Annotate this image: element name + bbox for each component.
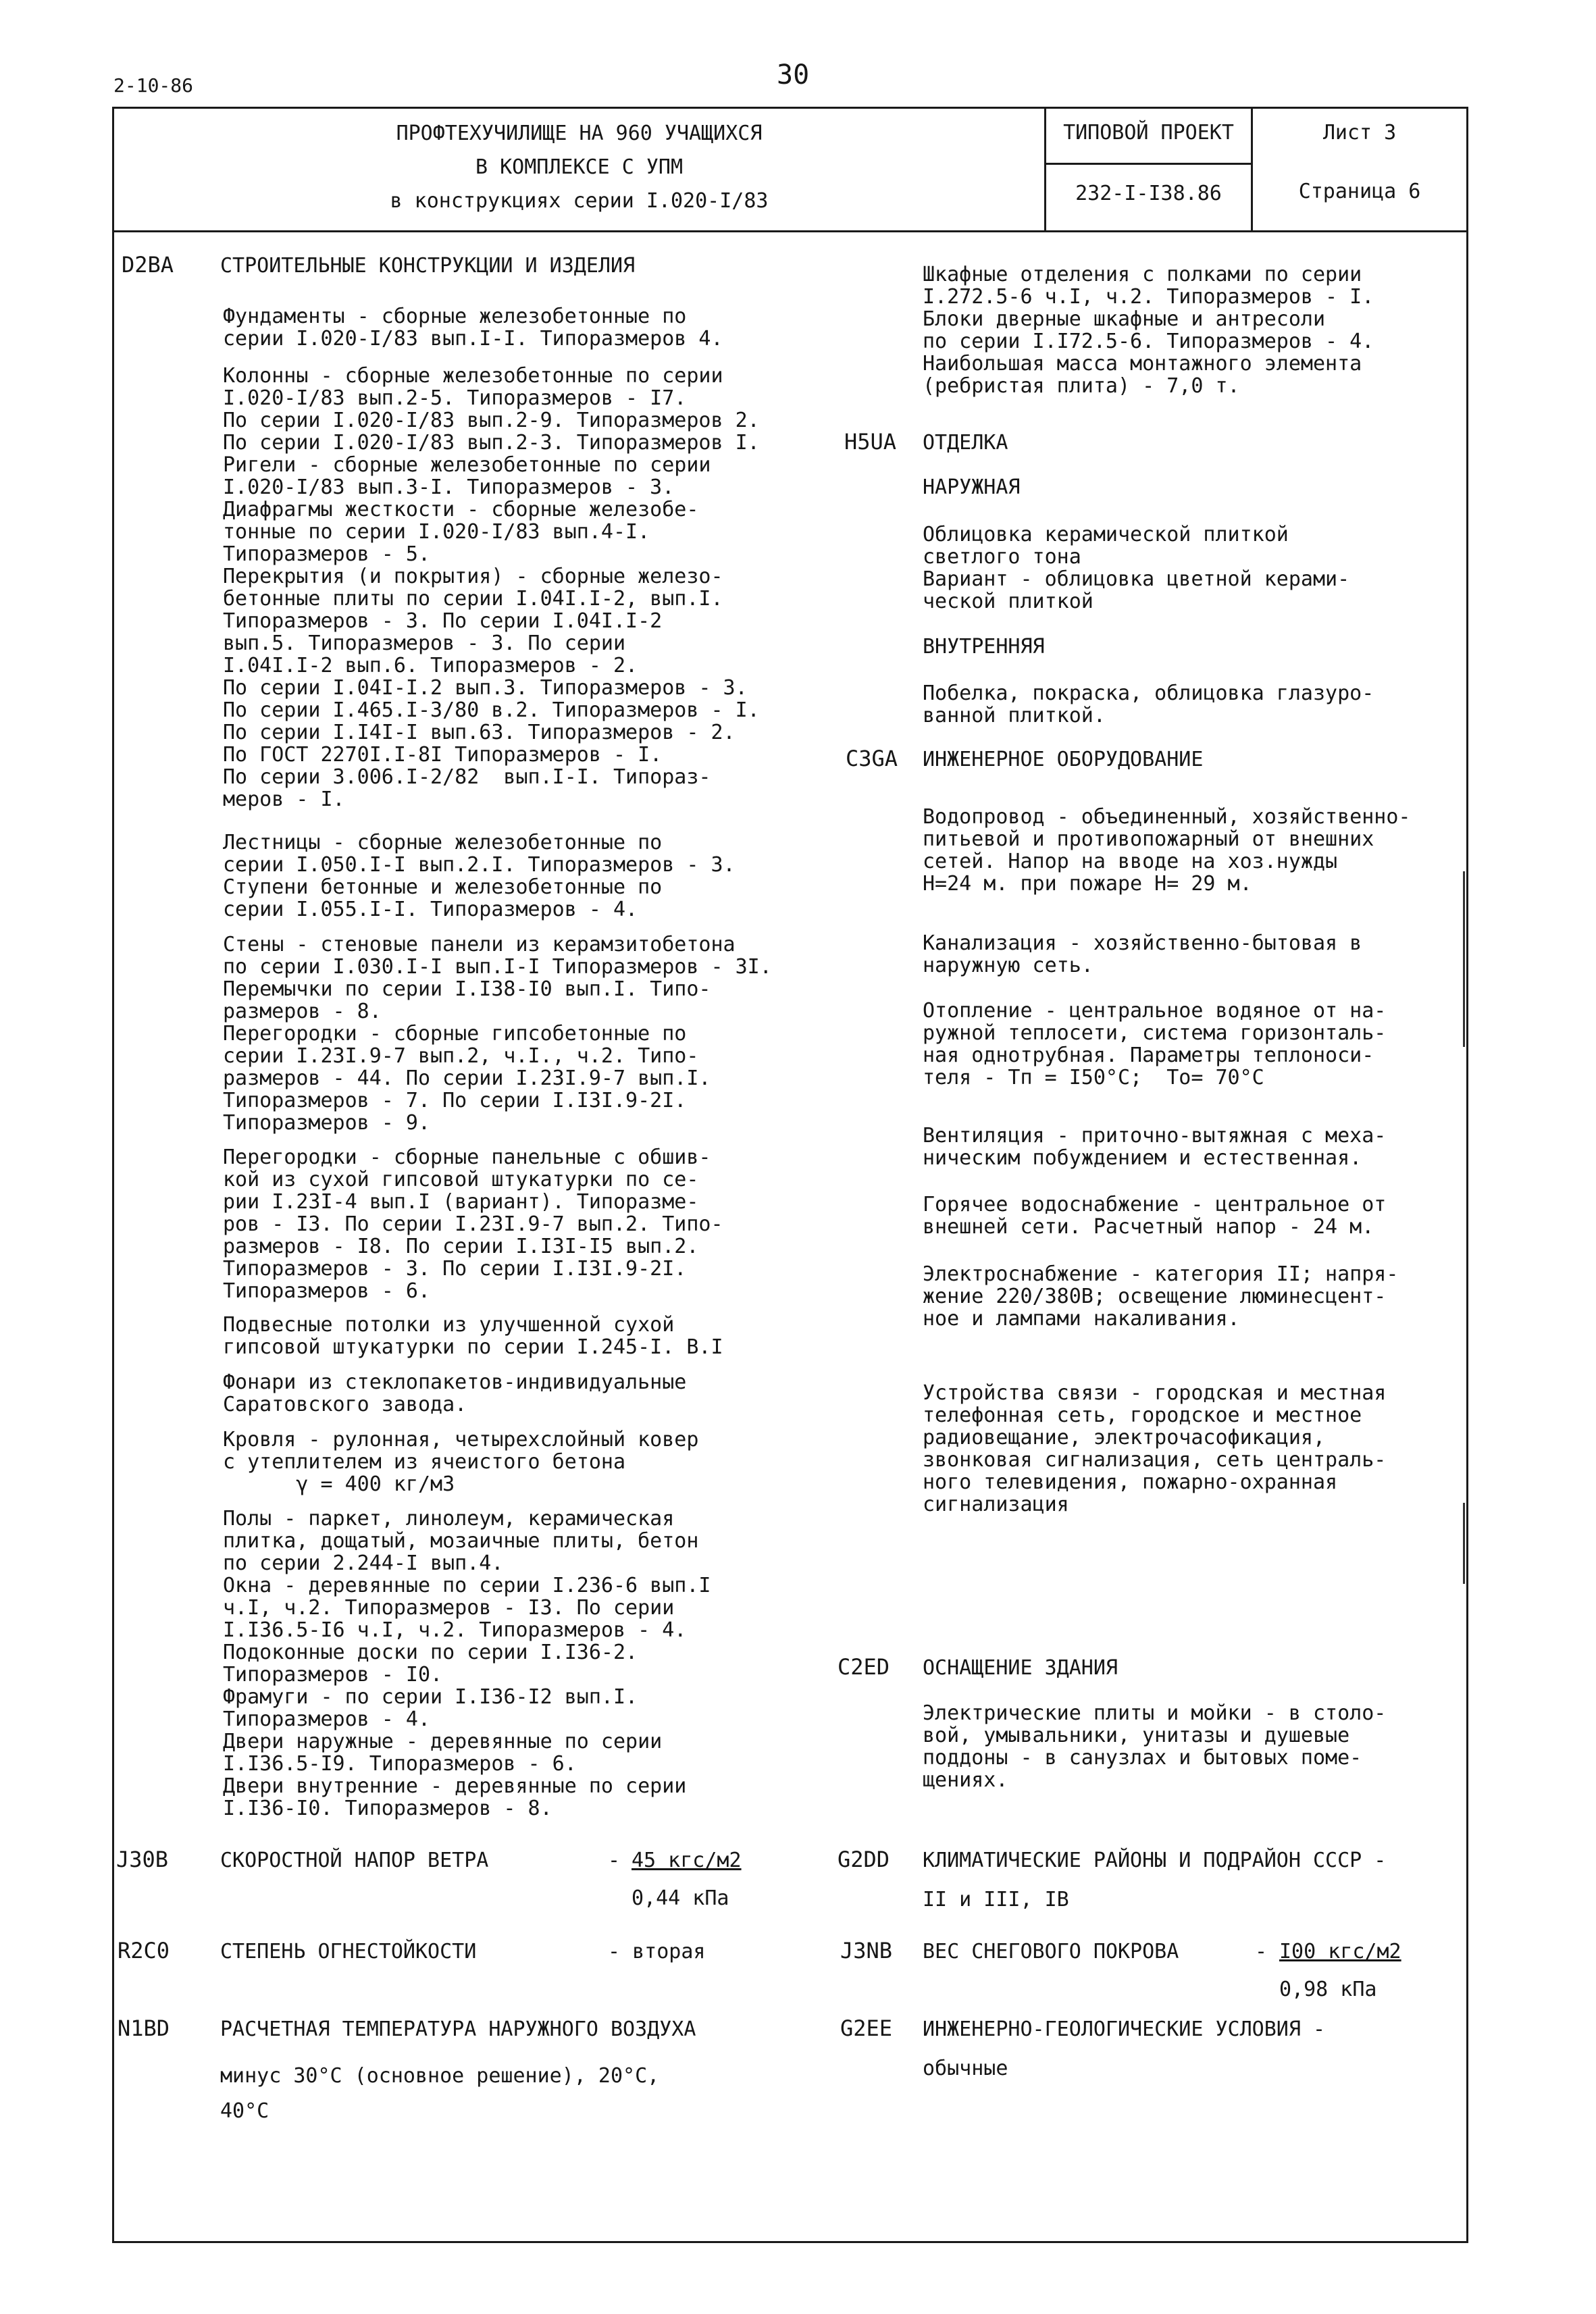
- wind-pressure-kpa: 0,44 кПа: [632, 1886, 729, 1910]
- paragraph-power-supply: Электроснабжение - категория II; напря- жение 220/380В; освещение люминесцент- ное и лампами накаливания.: [923, 1262, 1399, 1331]
- section-code: H5UA: [844, 429, 897, 455]
- paragraph-roof: Кровля - рулонная, четырехслойный ковер с утеплителем из ячеистого бетона γ = 400 кг/м3: [223, 1428, 699, 1496]
- geology-value: обычные: [923, 2057, 1008, 2080]
- paragraph-columns: Колонны - сборные железобетонные по серии I.020-I/83 вып.2-5. Типоразмеров - I7. По серии I.020-I/83 вып.2-9. Типоразмеров 2. По серии I.020-I/83 вып.2-3. Типоразмеров I. Ригели - сборные железобетонные по серии I.020-I/83 вып.3-I. Типоразмеров - 3. Диафрагмы жесткости - сборные железобе- тонные по серии I.020-I/83 вып.4-I. Типоразмеров - 5. Перекрытия (и покрытия) - сборные железо- бетонные плиты по серии I.04I.I-2, вып.I. Типоразмеров - 3. По серии I.04I.I-2 вып.5. Типоразмеров - 3. По серии I.04I.I-2 вып.6. Типоразмеров - 2. По серии I.04I-I.2 вып.3. Типоразмеров - 3. По серии I.465.I-3/80 в.2. Типоразмеров - I. По серии I.I4I-I вып.63. Типоразмеров - 2. По ГОСТ 2270I.I-8I Типоразмеров - I. По серии 3.006.I-2/82 вып.I-I. Типораз- меров - I.: [223, 364, 760, 811]
- paragraph-lanterns: Фонари из стеклопакетов-индивидуальные Саратовского завода.: [223, 1370, 687, 1416]
- section-code: C3GA: [846, 746, 898, 771]
- paragraph-cabinets: Шкафные отделения с полками по серии I.272.5-6 ч.I, ч.2. Типоразмеров - I. Блоки дверные шкафные и антресоли по серии I.I72.5-6. Типоразмеров - 4. Наибольшая масса монтажного элемента (ребристая плита) - 7,0 т.: [923, 263, 1374, 398]
- title-line-1: ПРОФТЕХУЧИЛИЩЕ НА 960 УЧАЩИХСЯ: [396, 122, 763, 145]
- title-line-2: В КОМПЛЕКСЕ С УПМ: [475, 155, 684, 179]
- section-heading: СТРОИТЕЛЬНЫЕ КОНСТРУКЦИИ И ИЗДЕЛИЯ: [220, 254, 636, 278]
- project-label: ТИПОВОЙ ПРОЕКТ: [1046, 109, 1251, 165]
- section-code: R2C0: [118, 1938, 170, 1963]
- snow-load-dash: -: [1255, 1940, 1268, 1963]
- document-title: [114, 109, 1046, 230]
- section-code: J30B: [116, 1847, 169, 1872]
- section-heading: ОСНАЩЕНИЕ ЗДАНИЯ: [923, 1656, 1118, 1680]
- design-temperature-value: минус 30°С (основное решение), 20°С, 40°С: [220, 2064, 660, 2123]
- paragraph-sewerage: Канализация - хозяйственно-бытовая в наружную сеть.: [923, 931, 1362, 977]
- subsection-heading: НАРУЖНАЯ: [923, 475, 1021, 499]
- fire-resistance-label: СТЕПЕНЬ ОГНЕСТОЙКОСТИ: [220, 1940, 477, 1963]
- climate-regions-value: II и III, IВ: [923, 1888, 1069, 1911]
- margin-line: [1463, 1503, 1465, 1584]
- page-number: 30: [777, 59, 810, 91]
- section-code: D2BA: [122, 252, 174, 278]
- section-code: G2EE: [840, 2015, 893, 2041]
- subsection-heading: ВНУТРЕННЯЯ: [923, 635, 1045, 659]
- paragraph-inner-finish: Побелка, покраска, облицовка глазуро- ванной плиткой.: [923, 682, 1374, 727]
- design-temperature-label: РАСЧЕТНАЯ ТЕМПЕРАТУРА НАРУЖНОГО ВОЗДУХА: [220, 2017, 696, 2041]
- snow-load-value: I00 кгс/м2: [1279, 1940, 1401, 1963]
- paragraph-outer-finish: Облицовка керамической плиткой светлого тона Вариант - облицовка цветной керами- ческой плиткой: [923, 523, 1350, 613]
- paragraph-foundations: Фундаменты - сборные железобетонные по серии I.020-I/83 вып.I-I. Типоразмеров 4.: [223, 305, 723, 351]
- section-code: J3NB: [840, 1938, 893, 1963]
- page-label: Страница 6: [1298, 180, 1421, 203]
- climate-regions-heading: КЛИМАТИЧЕСКИЕ РАЙОНЫ И ПОДРАЙОН СССР -: [923, 1849, 1387, 1872]
- section-heading: ИНЖЕНЕРНОЕ ОБОРУДОВАНИЕ: [923, 748, 1204, 771]
- project-number: 232-I-I38.86: [1075, 182, 1222, 205]
- section-code: G2DD: [838, 1847, 890, 1872]
- paragraph-equipment: Электрические плиты и мойки - в столо- вой, умывальники, унитазы и душевые поддоны - в санузлах и бытовых поме- щениях.: [923, 1701, 1387, 1792]
- paragraph-walls: Стены - стеновые панели из керамзитобетона по серии I.030.I-I вып.I-I Типоразмеров - 3I. Перемычки по серии I.I38-I0 вып.I. Типо- размеров - 8. Перегородки - сборные гипсобетонные по серии I.23I.9-7 вып.2, ч.I., ч.2. Типо- размеров - 44. По серии I.23I.9-7 вып.I. Типоразмеров - 7. По серии I.I3I.9-2I. Типоразмеров - 9.: [223, 933, 772, 1135]
- paragraph-floors: Полы - паркет, линолеум, керамическая плитка, дощатый, мозаичные плиты, бетон по серии 2.244-I вып.4. Окна - деревянные по серии I.236-6 вып.I ч.I, ч.2. Типоразмеров - I3. По серии I.I36.5-I6 ч.I, ч.2. Типоразмеров - 4. Подоконные доски по серии I.I36-2. Типоразмеров - I0. Фрамуги - по серии I.I36-I2 вып.I. Типоразмеров - 4. Двери наружные - деревянные по серии I.I36.5-I9. Типоразмеров - 6. Двери внутренние - деревянные по серии I.I36-I0. Типоразмеров - 8.: [223, 1507, 711, 1820]
- sheet-cell: [1253, 109, 1466, 230]
- snow-load-label: ВЕС СНЕГОВОГО ПОКРОВА: [923, 1940, 1179, 1963]
- paragraph-partitions: Перегородки - сборные панельные с обшив- кой из сухой гипсовой штукатурки по се- рии I.23I-4 вып.I (вариант). Типоразме- ров - I3. По серии I.23I.9-7 вып.2. Типо- размеров - I8. По серии I.I3I-I5 вып.2. Типоразмеров - 3. По серии I.I3I.9-2I. Типоразмеров - 6.: [223, 1146, 723, 1303]
- paragraph-communications: Устройства связи - городская и местная телефонная сеть, городское и местное радиовещание, электрочасофикация, звонковая сигнализация, сеть централь- ного телевидения, пожарно-охранная сигнализация: [923, 1381, 1387, 1516]
- paragraph-stairs: Лестницы - сборные железобетонные по серии I.050.I-I вып.2.I. Типоразмеров - 3. Ступени бетонные и железобетонные по серии I.055.I-I. Типоразмеров - 4.: [223, 831, 736, 921]
- section-code: N1BD: [118, 2015, 170, 2041]
- section-heading: ОТДЕЛКА: [923, 431, 1008, 455]
- paragraph-ventilation: Вентиляция - приточно-вытяжная с меха- ническим побуждением и естественная.: [923, 1124, 1387, 1170]
- geology-heading: ИНЖЕНЕРНО-ГЕОЛОГИЧЕСКИЕ УСЛОВИЯ -: [923, 2017, 1326, 2041]
- paragraph-heating: Отопление - центральное водяное от на- ружной теплосети, система горизонталь- ная однотрубная. Параметры теплоноси- теля - Тп = I50°С; То= 70°С: [923, 999, 1387, 1089]
- paragraph-hot-water: Горячее водоснабжение - центральное от внешней сети. Расчетный напор - 24 м.: [923, 1193, 1387, 1239]
- fire-resistance-value: - вторая: [608, 1940, 706, 1963]
- title-block: [112, 107, 1468, 232]
- document-date: 2-10-86: [113, 74, 194, 97]
- margin-line: [1463, 871, 1465, 1047]
- title-line-3: в конструкциях серии I.020-I/83: [390, 189, 769, 213]
- project-cell: [1046, 109, 1253, 230]
- section-code: C2ED: [838, 1654, 890, 1680]
- snow-load-kpa: 0,98 кПа: [1279, 1978, 1377, 2001]
- paragraph-ceilings: Подвесные потолки из улучшенной сухой гипсовой штукатурки по серии I.245-I. В.I: [223, 1313, 723, 1359]
- sheet-number: Лист 3: [1322, 121, 1397, 145]
- paragraph-water-supply: Водопровод - объединенный, хозяйственно- питьевой и противопожарный от внешних сетей. Напор на вводе на хоз.нужды Н=24 м. при пожаре Н= 29 м.: [923, 805, 1411, 896]
- wind-pressure-dash: -: [608, 1849, 621, 1872]
- wind-pressure-label: СКОРОСТНОЙ НАПОР ВЕТРА: [220, 1849, 489, 1872]
- wind-pressure-value: 45 кгс/м2: [632, 1849, 742, 1872]
